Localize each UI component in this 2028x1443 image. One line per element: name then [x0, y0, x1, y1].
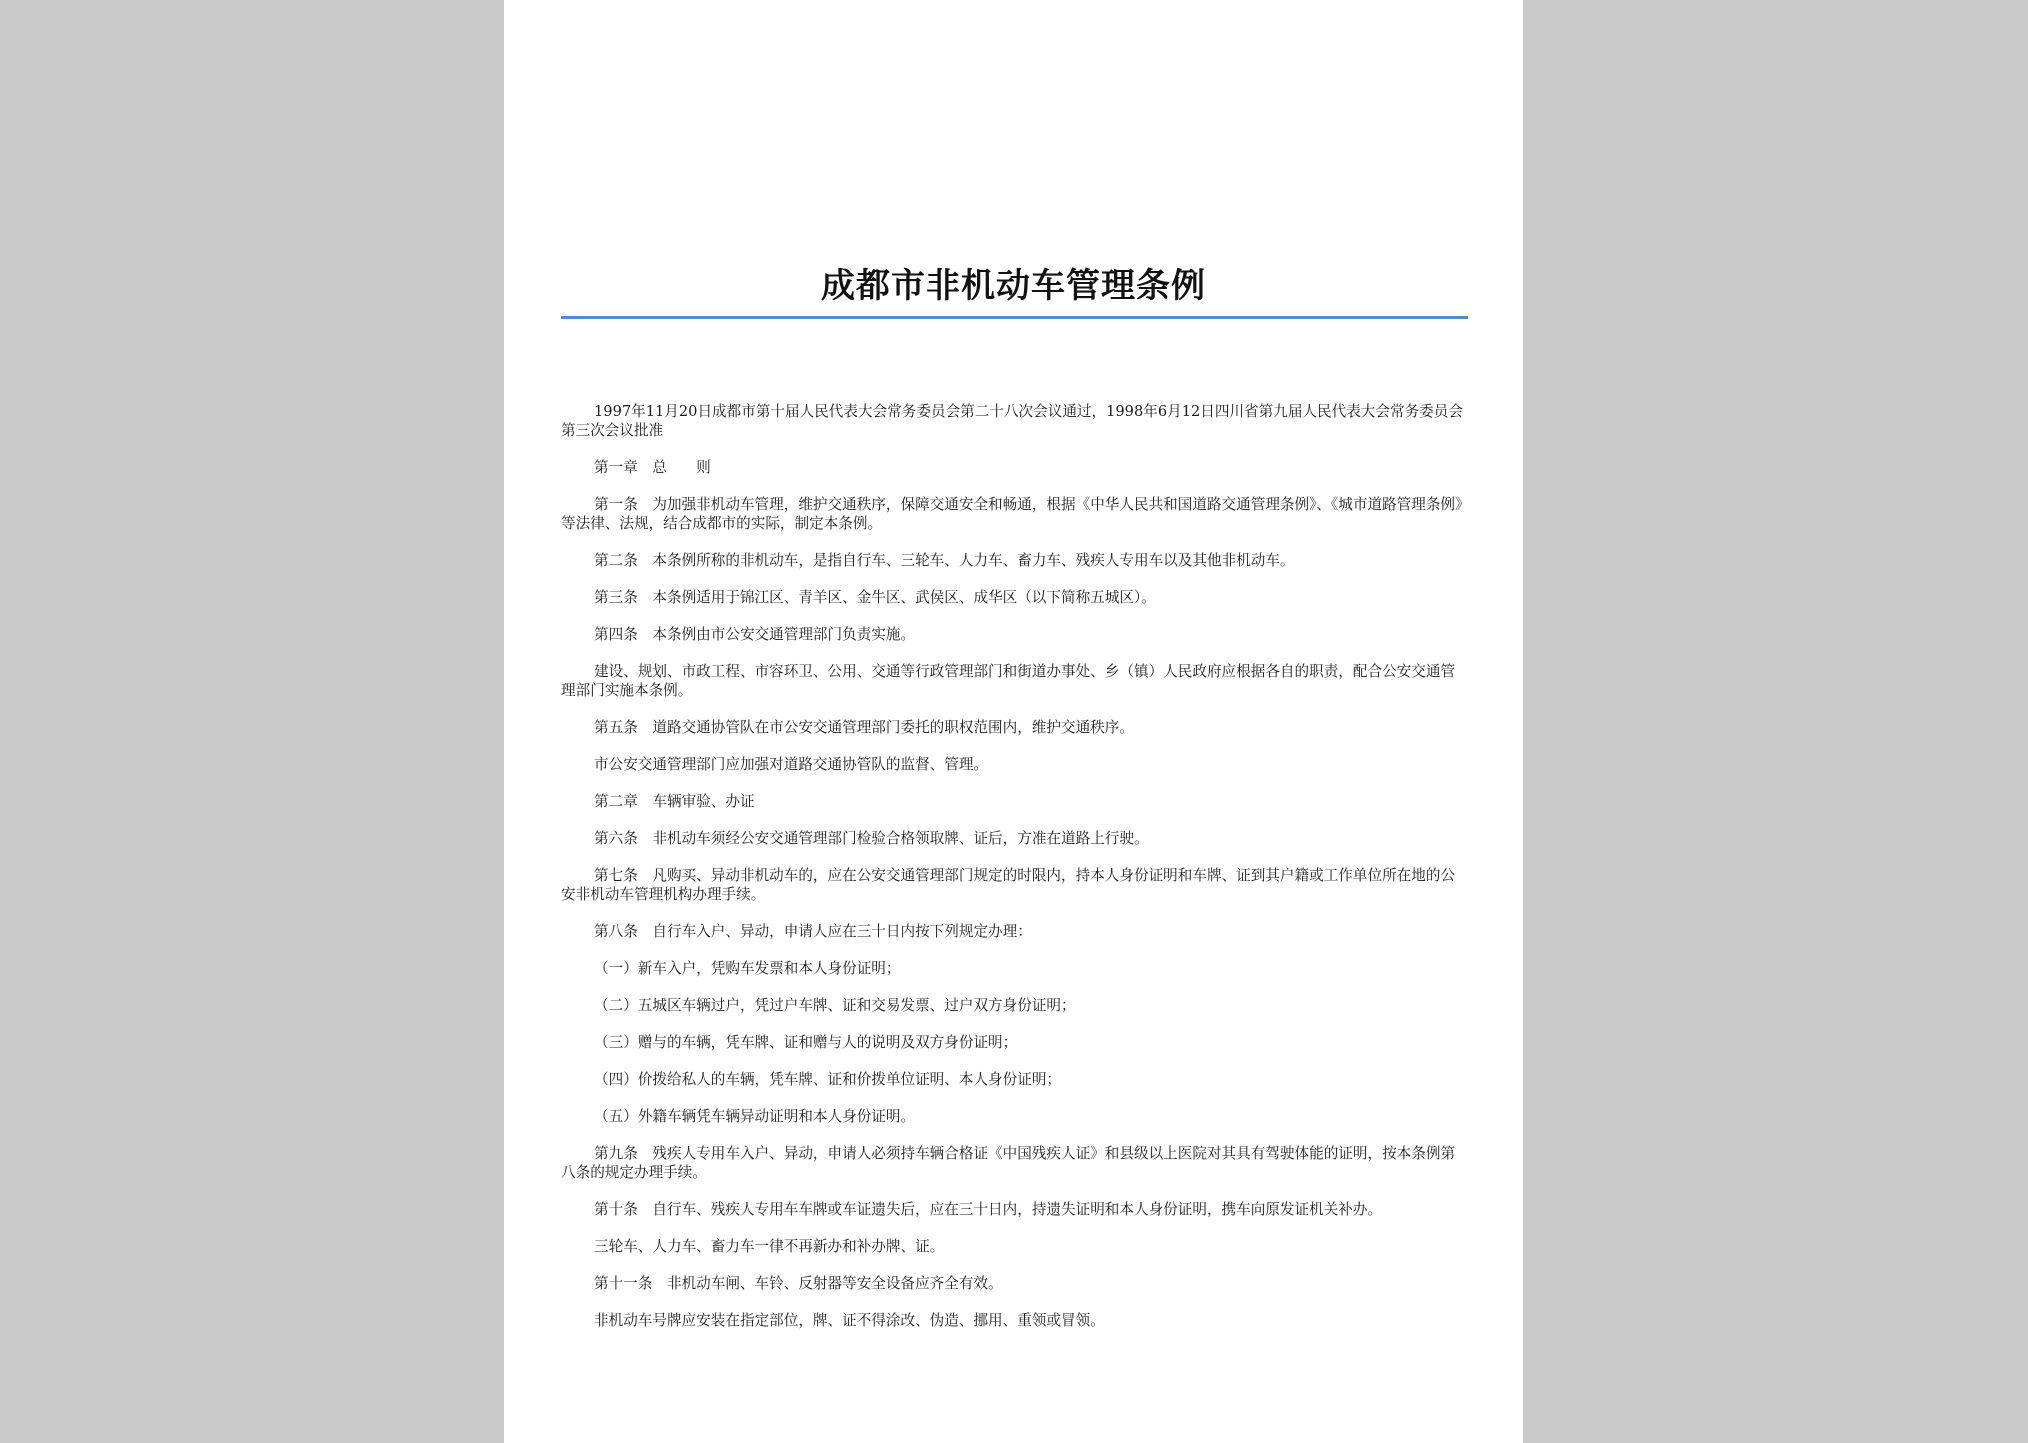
article-paragraph: 第九条 残疾人专用车入户、异动，申请人必须持车辆合格证《中国残疾人证》和县级以上医院对其具有驾驶体能的证明，按本条例第八条的规定办理手续。 — [561, 1145, 1456, 1181]
article-paragraph: 第七条 凡购买、异动非机动车的，应在公安交通管理部门规定的时限内，持本人身份证明和车牌、证到其户籍或工作单位所在地的公安非机动车管理机构办理手续。 — [561, 867, 1456, 903]
chapter-heading: 第二章 车辆审验、办证 — [594, 793, 755, 810]
article-paragraph: 第一条 为加强非机动车管理，维护交通秩序，保障交通安全和畅通，根据《中华人民共和国道路交通管理条例》、《城市道路管理条例》等法律、法规，结合成都市的实际，制定本条例。 — [561, 496, 1463, 532]
article-paragraph: 市公安交通管理部门应加强对道路交通协管队的监督、管理。 — [594, 756, 989, 773]
list-item: （三）赠与的车辆，凭车牌、证和赠与人的说明及双方身份证明； — [594, 1034, 1018, 1051]
article-paragraph: 第八条 自行车入户、异动，申请人应在三十日内按下列规定办理： — [594, 923, 1032, 940]
article-paragraph: 第五条 道路交通协管队在市公安交通管理部门委托的职权范围内，维护交通秩序。 — [594, 719, 1134, 736]
document-body — [561, 402, 1468, 1348]
list-item: （四）价拨给私人的车辆，凭车牌、证和价拨单位证明、本人身份证明； — [594, 1071, 1062, 1088]
enactment-note: 1997年11月20日成都市第十届人民代表大会常务委员会第二十八次会议通过，1998年6月12日四川省第九届人民代表大会常务委员会第三次会议批准 — [561, 403, 1463, 439]
chapter-heading: 第一章 总 则 — [594, 459, 711, 476]
article-paragraph: 第十条 自行车、残疾人专用车车牌或车证遗失后，应在三十日内，持遗失证明和本人身份证明，携车向原发证机关补办。 — [594, 1201, 1383, 1218]
article-paragraph: 非机动车号牌应安装在指定部位，牌、证不得涂改、伪造、挪用、重领或冒领。 — [594, 1312, 1105, 1329]
title-underline — [561, 316, 1468, 319]
article-paragraph: 第十一条 非机动车闸、车铃、反射器等安全设备应齐全有效。 — [594, 1275, 1003, 1292]
list-item: （二）五城区车辆过户，凭过户车牌、证和交易发票、过户双方身份证明； — [594, 997, 1076, 1014]
article-paragraph: 第四条 本条例由市公安交通管理部门负责实施。 — [594, 626, 916, 643]
article-paragraph: 第二条 本条例所称的非机动车，是指自行车、三轮车、人力车、畜力车、残疾人专用车以及其他非机动车。 — [594, 552, 1295, 569]
article-paragraph: 建设、规划、市政工程、市容环卫、公用、交通等行政管理部门和街道办事处、乡（镇）人民政府应根据各自的职责，配合公安交通管理部门实施本条例。 — [561, 663, 1456, 699]
document-title: 成都市非机动车管理条例 — [821, 266, 1206, 306]
document-page — [504, 0, 1523, 1443]
list-item: （一）新车入户，凭购车发票和本人身份证明； — [594, 960, 901, 977]
article-paragraph: 第三条 本条例适用于锦江区、青羊区、金牛区、武侯区、成华区（以下简称五城区）。 — [594, 589, 1156, 606]
article-paragraph: 第六条 非机动车须经公安交通管理部门检验合格领取牌、证后，方准在道路上行驶。 — [594, 830, 1149, 847]
list-item: （五）外籍车辆凭车辆异动证明和本人身份证明。 — [594, 1108, 916, 1125]
article-paragraph: 三轮车、人力车、畜力车一律不再新办和补办牌、证。 — [594, 1238, 945, 1255]
